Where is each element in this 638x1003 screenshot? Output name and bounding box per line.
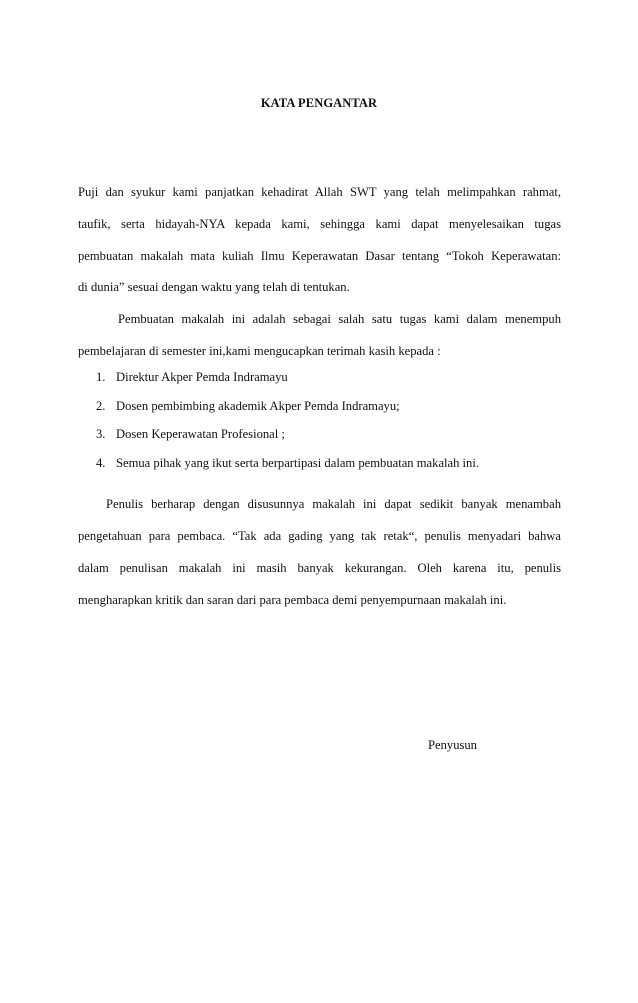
paragraph3-line: pengetahuan para pembaca. “Tak ada gading yang tak retak“, penulis menyadari bahwa [78,529,561,543]
list-item [96,426,285,442]
paragraph3-line: dalam penulisan makalah ini masih banyak kekurangan. Oleh karena itu, penulis [78,561,561,575]
paragraph2-line: Pembuatan makalah ini adalah sebagai salah satu tugas kami dalam menempuh [118,312,561,326]
paragraph1-line: pembuatan makalah mata kuliah Ilmu Keperawatan Dasar tentang “Tokoh Keperawatan: [78,249,561,263]
paragraph1-line: di dunia” sesuai dengan waktu yang telah di tentukan. [78,280,350,294]
list-text: Dosen Keperawatan Profesional ; [116,427,285,441]
paragraph1-line: Puji dan syukur kami panjatkan kehadirat Allah SWT yang telah melimpahkan rahmat, [78,185,561,199]
list-number: 1. [96,370,106,384]
list-item [96,398,400,414]
list-item [96,369,288,385]
list-text: Dosen pembimbing akademik Akper Pemda Indramayu; [116,399,400,413]
list-text: Semua pihak yang ikut serta berpartipasi dalam pembuatan makalah ini. [116,456,480,470]
paragraph3-line: Penulis berharap dengan disusunnya makalah ini dapat sedikit banyak menambah [106,497,561,511]
paragraph1-line: taufik, serta hidayah-NYA kepada kami, sehingga kami dapat menyelesaikan tugas [78,217,561,231]
signature-label: Penyusun [428,738,477,752]
paragraph3-line: mengharapkan kritik dan saran dari para pembaca demi penyempurnaan makalah ini. [78,593,507,607]
list-number: 4. [96,456,106,470]
list-text: Direktur Akper Pemda Indramayu [116,370,288,384]
list-item [96,455,479,471]
list-number: 3. [96,427,106,441]
document-title: KATA PENGANTAR [260,96,378,110]
list-number: 2. [96,399,106,413]
paragraph2-line: pembelajaran di semester ini,kami mengucapkan terimah kasih kepada : [78,344,441,358]
